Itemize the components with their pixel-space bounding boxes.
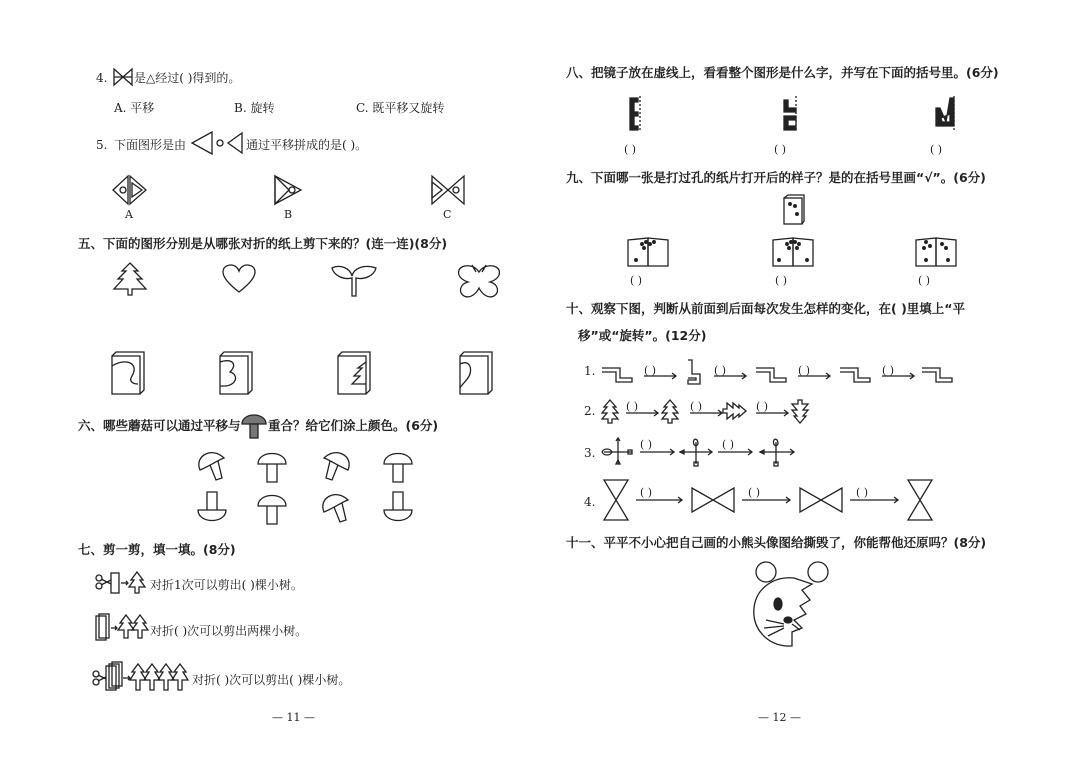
folded-paper-tree bbox=[336, 350, 372, 396]
mushroom-1[interactable] bbox=[196, 448, 228, 484]
mirror-char-1 bbox=[626, 96, 648, 136]
section7-item-3: 对折( )次可以剪出( )棵小树。 bbox=[192, 673, 351, 687]
section10-row-3-blank-2[interactable]: ( ) bbox=[722, 438, 735, 451]
section5-title: 五、下面的图形分别是从哪张对折的纸上剪下来的？(连一连)(8分) bbox=[78, 236, 448, 251]
section10-row-4-label: 4. bbox=[584, 495, 596, 509]
section10-row-4-blank-2[interactable]: ( ) bbox=[748, 486, 761, 499]
section9-blank-1[interactable]: ( ) bbox=[630, 274, 643, 287]
sprout-shape-icon bbox=[330, 262, 378, 298]
mushroom-reference-icon bbox=[240, 410, 268, 440]
unfolded-paper-option-1 bbox=[626, 234, 672, 268]
section6-post: 重合？给它们涂上颜色。(6分) bbox=[268, 418, 439, 433]
q5-label-c[interactable]: C bbox=[443, 208, 452, 221]
section10-row-1-blank-1[interactable]: ( ) bbox=[644, 364, 657, 377]
mushroom-7[interactable] bbox=[320, 490, 352, 526]
q4-number: 4. bbox=[96, 71, 108, 85]
section10-row-1-blank-4[interactable]: ( ) bbox=[882, 364, 895, 377]
mushroom-5[interactable] bbox=[196, 490, 228, 526]
mushroom-8[interactable] bbox=[382, 490, 414, 526]
section10-row-1-blank-2[interactable]: ( ) bbox=[714, 364, 727, 377]
heart-shape-icon bbox=[222, 264, 256, 294]
section10-row-3-label: 3. bbox=[584, 446, 596, 460]
q5-option-a-figure bbox=[112, 174, 148, 206]
section8-blank-3[interactable]: ( ) bbox=[930, 143, 943, 156]
mushroom-4[interactable] bbox=[382, 448, 414, 484]
section10-row-4-sequence bbox=[598, 478, 938, 524]
unfolded-paper-option-2 bbox=[771, 234, 817, 268]
section10-row-2-blank-3[interactable]: ( ) bbox=[756, 400, 769, 413]
section9-blank-3[interactable]: ( ) bbox=[918, 274, 931, 287]
tree-shape-icon bbox=[110, 262, 150, 296]
mirror-char-3 bbox=[934, 96, 960, 136]
butterfly-shape-icon bbox=[456, 262, 502, 302]
folded-paper-heart bbox=[458, 350, 494, 396]
section10-row-4-blank-1[interactable]: ( ) bbox=[640, 486, 653, 499]
section10-title-line1: 十、观察下图，判断从前面到后面每次发生怎样的变化，在( )里填上“平 bbox=[566, 301, 965, 316]
q5-shapes-icon bbox=[190, 130, 244, 156]
q5-post: 通过平移拼成的是( )。 bbox=[246, 138, 368, 152]
torn-bear-head-drawing bbox=[744, 558, 840, 650]
section6-pre: 六、哪些蘑菇可以通过平移与 bbox=[78, 418, 241, 433]
page-number-right: — 12 — bbox=[758, 711, 801, 724]
folded-punched-paper bbox=[782, 194, 806, 226]
q4-option-a[interactable]: A. 平移 bbox=[114, 101, 155, 115]
section7-item-2: 对折( )次可以剪出两棵小树。 bbox=[150, 624, 308, 638]
mushroom-3[interactable] bbox=[320, 448, 352, 484]
section10-row-2-blank-2[interactable]: ( ) bbox=[690, 400, 703, 413]
section9-blank-2[interactable]: ( ) bbox=[775, 274, 788, 287]
section7-item-1: 对折1次可以剪出( )棵小树。 bbox=[150, 578, 303, 592]
q5-label-b[interactable]: B bbox=[284, 208, 293, 221]
section10-row-1-label: 1. bbox=[584, 364, 596, 378]
q5-label-a[interactable]: A bbox=[125, 208, 133, 221]
q5-option-c-figure bbox=[430, 174, 466, 206]
section8-title: 八、把镜子放在虚线上，看看整个图形是什么字，并写在下面的括号里。(6分) bbox=[566, 65, 999, 80]
mirror-char-2 bbox=[778, 96, 802, 136]
section10-row-3-blank-1[interactable]: ( ) bbox=[640, 438, 653, 451]
scissors-fold-1-icon bbox=[95, 570, 149, 596]
section10-row-4-blank-3[interactable]: ( ) bbox=[856, 486, 869, 499]
page-number-left: — 11 — bbox=[272, 711, 315, 724]
section8-blank-1[interactable]: ( ) bbox=[624, 143, 637, 156]
q4-option-c[interactable]: C. 既平移又旋转 bbox=[356, 101, 445, 115]
scissors-fold-3-icon bbox=[92, 660, 192, 694]
unfolded-paper-option-3 bbox=[914, 234, 960, 268]
mushroom-2[interactable] bbox=[256, 448, 288, 484]
q5-option-b-figure bbox=[271, 174, 305, 206]
bowtie-figure-icon bbox=[113, 68, 133, 86]
q4-option-b[interactable]: B. 旋转 bbox=[234, 101, 275, 115]
section11-title: 十一、平平不小心把自己画的小熊头像图给撕毁了，你能帮他还原吗？(8分) bbox=[566, 535, 987, 550]
section7-title: 七、剪一剪，填一填。(8分) bbox=[78, 542, 236, 557]
section10-row-2-blank-1[interactable]: ( ) bbox=[626, 400, 639, 413]
folded-paper-curve bbox=[110, 350, 146, 396]
section10-title-line2: 移”或“旋转”。(12分) bbox=[578, 328, 707, 343]
section10-row-1-blank-3[interactable]: ( ) bbox=[798, 364, 811, 377]
q5-pre: 下面图形是由 bbox=[114, 138, 187, 152]
section9-title: 九、下面哪一张是打过孔的纸片打开后的样子？是的在括号里画“√”。(6分) bbox=[566, 170, 986, 185]
folded-paper-wing bbox=[218, 350, 254, 396]
scissors-fold-2-icon bbox=[92, 613, 150, 643]
q5-number: 5. bbox=[96, 138, 108, 152]
q4-text: 是△经过( )得到的。 bbox=[134, 71, 241, 85]
mushroom-6[interactable] bbox=[256, 490, 288, 526]
section8-blank-2[interactable]: ( ) bbox=[774, 143, 787, 156]
section10-row-3-sequence bbox=[598, 436, 798, 470]
section10-row-2-label: 2. bbox=[584, 404, 596, 418]
